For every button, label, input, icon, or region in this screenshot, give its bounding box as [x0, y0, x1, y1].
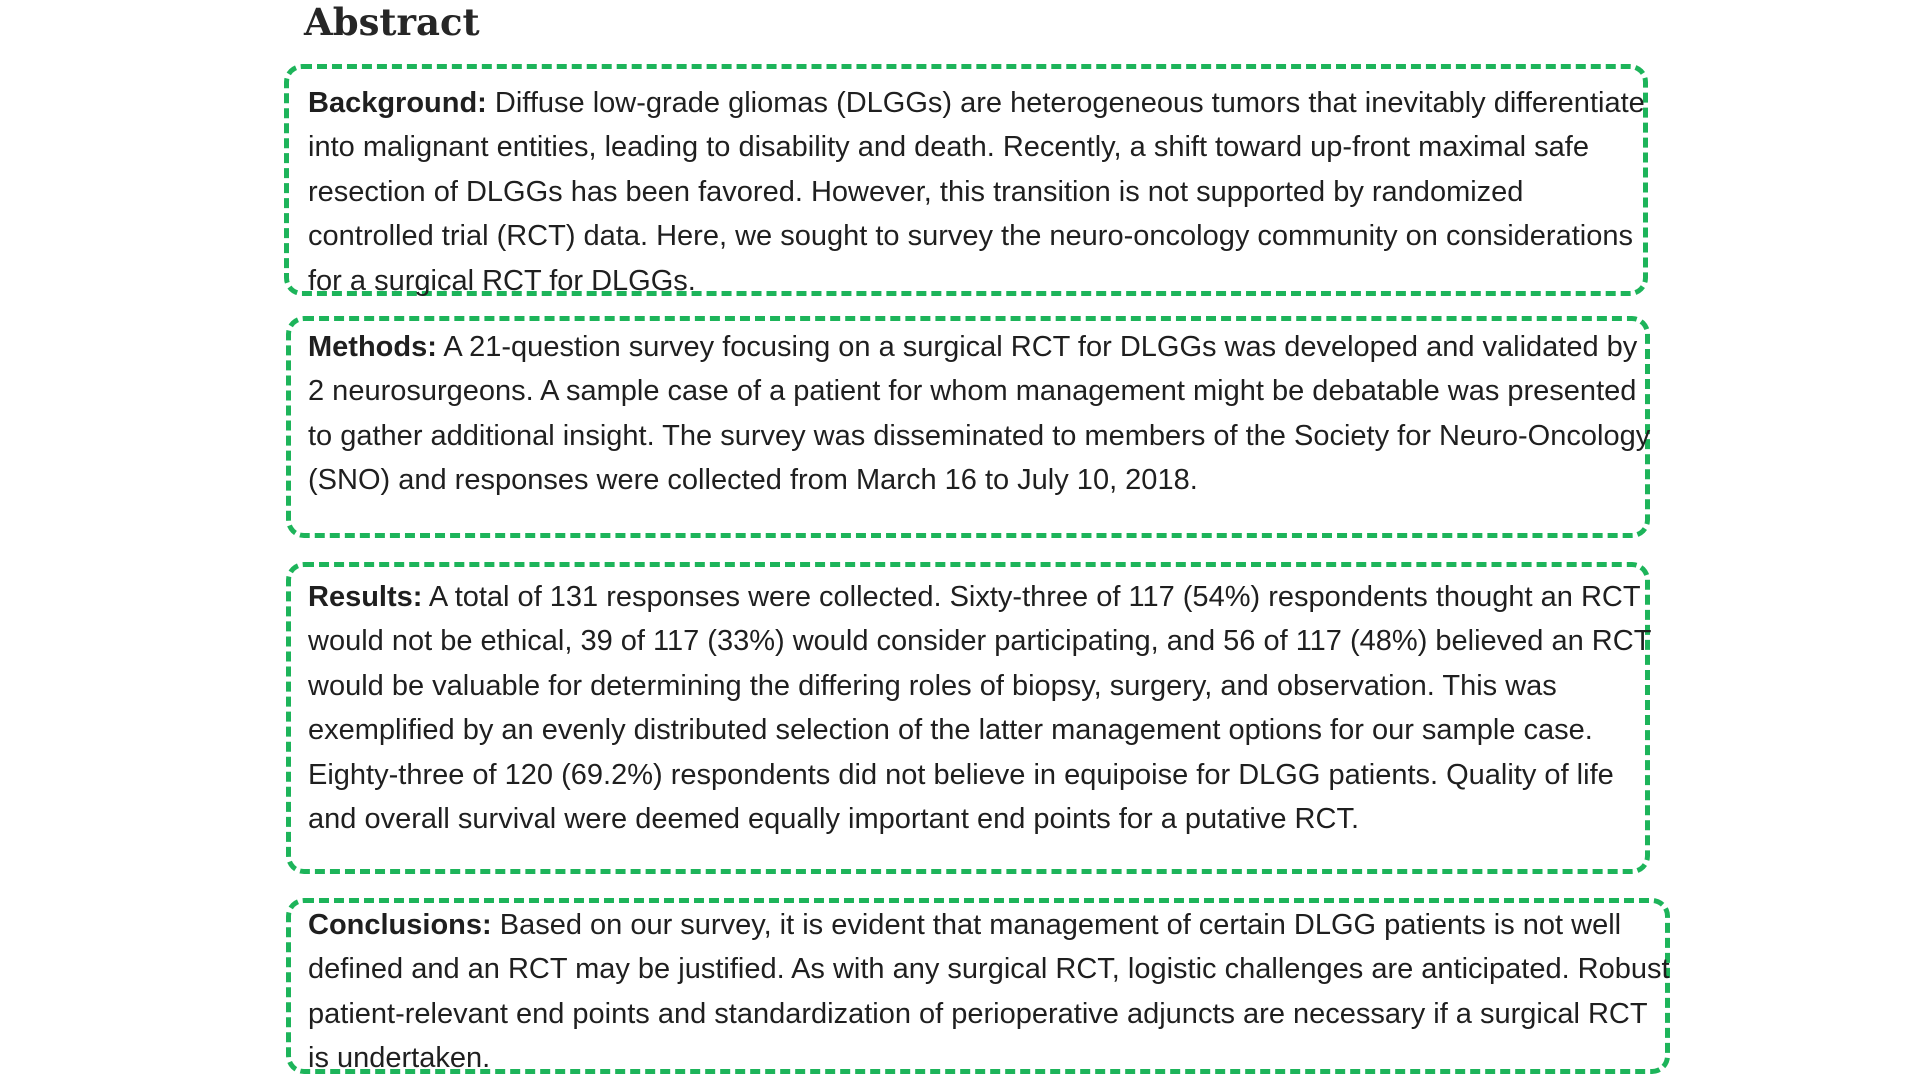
- conclusions-paragraph: [308, 903, 1673, 1081]
- background-label: Background:: [308, 87, 487, 119]
- methods-paragraph: [308, 325, 1653, 503]
- methods-text: A 21-question survey focusing on a surgical RCT for DLGGs was developed and validated by 2 neurosurgeons. A sample case of a patient for whom management might be debatable was presented to gather additional insight. The survey was disseminated to members of the Society for Neuro-Oncology (SNO) and responses were collected from March 16 to July 10, 2018.: [308, 331, 1651, 497]
- results-text: A total of 131 responses were collected. Sixty-three of 117 (54%) respondents thought an RCT would not be ethical, 39 of 117 (33%) would consider participating, and 56 of 117 (48%) believed an RCT would be valuable for determining the differing roles of biopsy, surgery, and observation. This was exemplified by an evenly distributed selection of the latter management options for our sample case. Eighty-three of 120 (69.2%) respondents did not believe in equipoise for DLGG patients. Quality of life and overall survival were deemed equally important end points for a putative RCT.: [308, 581, 1651, 836]
- background-text: Diffuse low-grade gliomas (DLGGs) are heterogeneous tumors that inevitably differentiate into malignant entities, leading to disability and death. Recently, a shift toward up-front maximal safe resection of DLGGs has been favored. However, this transition is not supported by randomized controlled trial (RCT) data. Here, we sought to survey the neuro-oncology community on considerations for a surgical RCT for DLGGs.: [308, 87, 1645, 297]
- background-paragraph: [308, 81, 1648, 303]
- methods-label: Methods:: [308, 331, 437, 363]
- conclusions-label: Conclusions:: [308, 909, 492, 941]
- abstract-heading: Abstract: [304, 0, 480, 44]
- results-paragraph: [308, 575, 1653, 841]
- results-section: [286, 562, 1650, 874]
- conclusions-section: [286, 898, 1670, 1074]
- methods-section: [286, 316, 1650, 538]
- conclusions-text: Based on our survey, it is evident that management of certain DLGG patients is not well defined and an RCT may be justified. As with any surgical RCT, logistic challenges are anticipated. Robust patient-relevant end points and standardization of perioperative adjuncts are necessary if a surgical RCT is undertaken.: [308, 909, 1670, 1075]
- results-label: Results:: [308, 581, 423, 613]
- background-section: [284, 64, 1648, 296]
